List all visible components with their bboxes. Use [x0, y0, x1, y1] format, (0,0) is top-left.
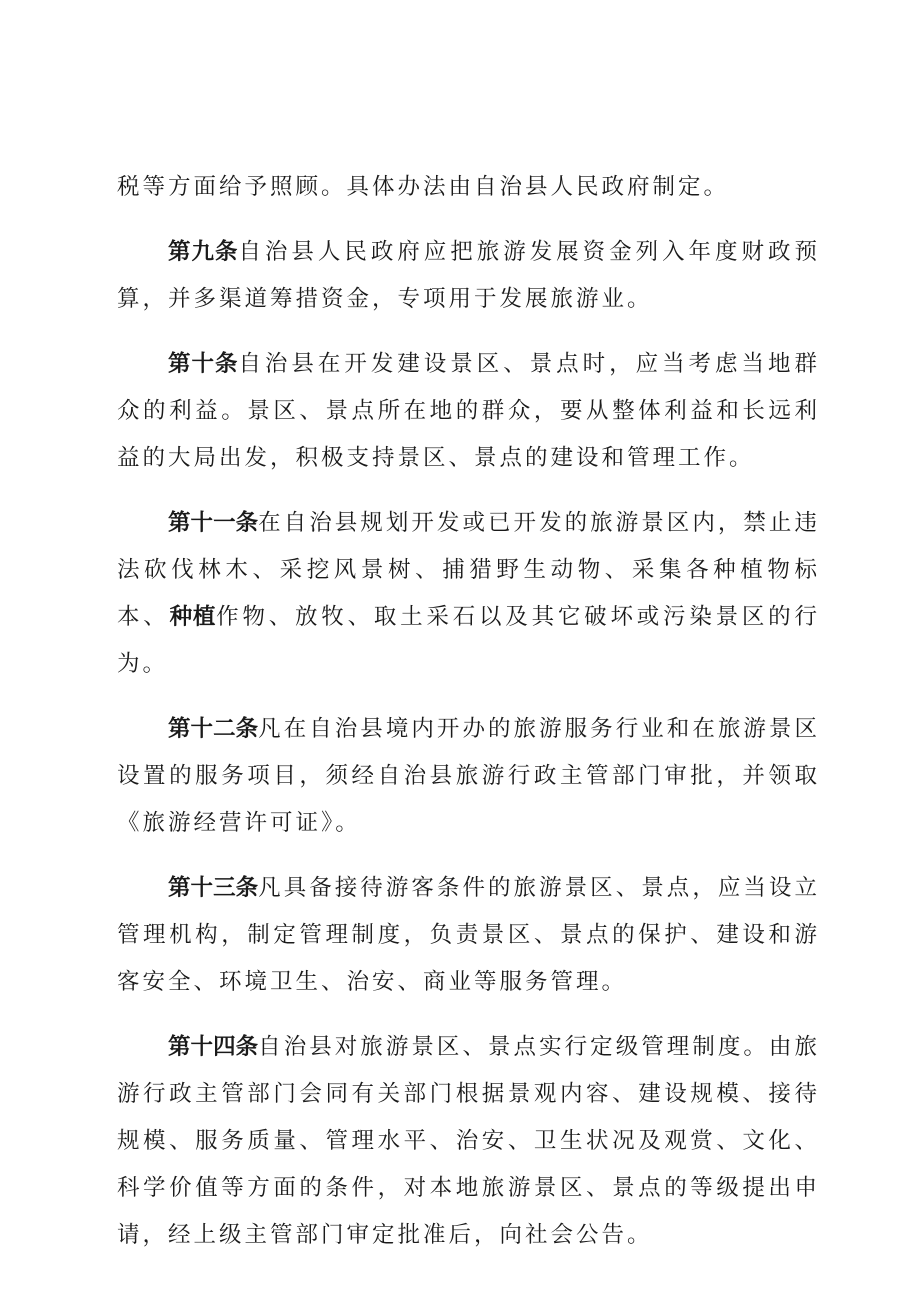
paragraph-continuation [117, 164, 820, 211]
article-11 [117, 500, 820, 688]
article-text: 凡在自治县境内开办的旅游服务行业和在旅游景区设置的服务项目，须经自治县旅游行政主管部门审批，并领取《旅游经营许可证》。 [117, 716, 820, 836]
article-heading: 第十一条 [168, 510, 259, 536]
article-heading: 第十二条 [168, 716, 259, 742]
article-10 [117, 341, 820, 482]
article-text: 自治县人民政府应把旅游发展资金列入年度财政预算，并多渠道筹措资金，专项用于发展旅游业。 [117, 239, 820, 312]
article-14 [117, 1024, 820, 1259]
article-heading: 第十条 [168, 351, 239, 377]
article-heading: 第十四条 [168, 1034, 259, 1060]
article-12 [117, 706, 820, 847]
paragraph-text: 税等方面给予照顾。具体办法由自治县人民政府制定。 [117, 174, 730, 200]
article-9 [117, 229, 820, 323]
article-13 [117, 865, 820, 1006]
article-text: 作物、放牧、取土采石以及其它破坏或污染景区的行为。 [117, 604, 820, 677]
article-heading: 第十三条 [168, 875, 259, 901]
article-text: 在自治县规划开发或已开发的旅游景区内，禁止违法砍伐林木、采挖风景树、捕猎野生动物、采集各种植物标本、 [117, 510, 820, 630]
article-text: 凡具备接待游客条件的旅游景区、景点，应当设立管理机构，制定管理制度，负责景区、景点的保护、建设和游客安全、环境卫生、治安、商业等服务管理。 [117, 875, 820, 995]
article-text: 自治县在开发建设景区、景点时，应当考虑当地群众的利益。景区、景点所在地的群众，要从整体利益和长远利益的大局出发，积极支持景区、景点的建设和管理工作。 [117, 351, 820, 471]
article-text: 自治县对旅游景区、景点实行定级管理制度。由旅游行政主管部门会同有关部门根据景观内容、建设规模、接待规模、服务质量、管理水平、治安、卫生状况及观赏、文化、科学价值等方面的条件，对本地旅游景区、景点的等级提出申请，经上级主管部门审定批准后，向社会公告。 [117, 1034, 820, 1248]
article-text-bold: 种植 [169, 604, 217, 630]
article-heading: 第九条 [168, 239, 239, 265]
document-body [117, 164, 820, 1277]
